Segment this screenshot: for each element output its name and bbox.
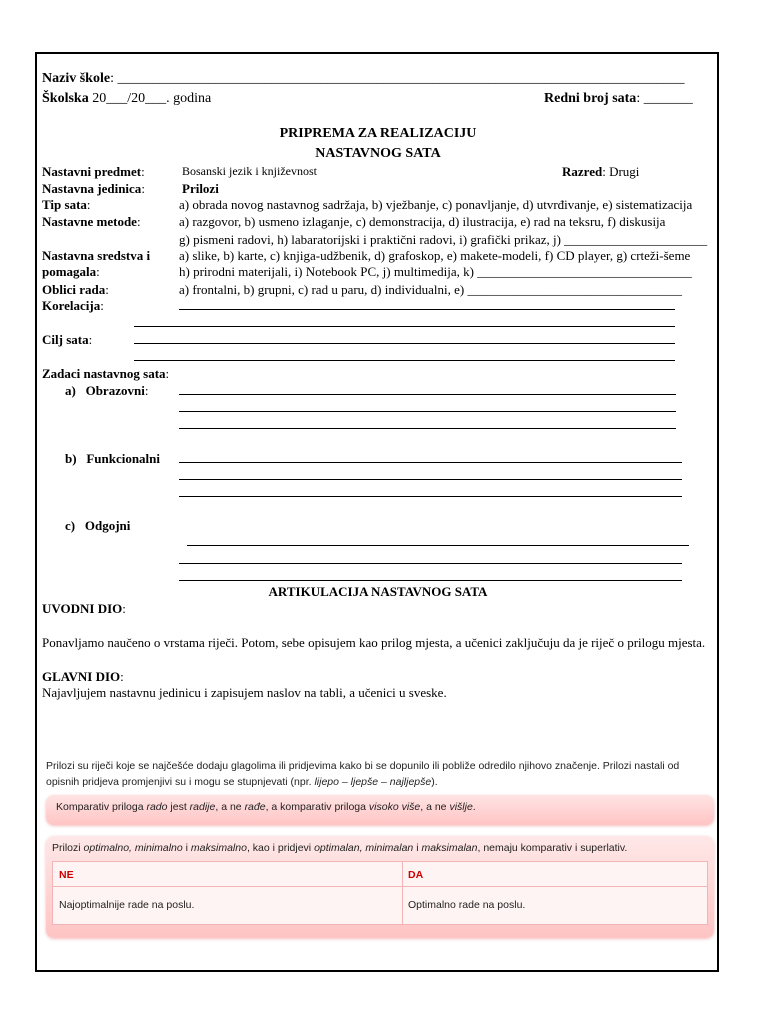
comparative-text-b: rado [146, 801, 168, 813]
school-name-blank: : _________________________________________________________________________________ [110, 71, 685, 86]
usage-column-no [53, 862, 402, 924]
usage-text-h: maksimalan [421, 842, 478, 854]
tasks-colon: : [165, 366, 170, 381]
lesson-number-row [544, 91, 693, 107]
comparative-text-j: višlje [449, 801, 473, 813]
comparative-text-h: visoko više [368, 801, 421, 813]
example-incorrect: Najoptimalnije rade na poslu. [59, 899, 195, 911]
main-text: Najavljujem nastavnu jedinicu i zapisujem naslov na tabli, a učenici u sveske. [42, 685, 447, 700]
aids-colon: : [96, 264, 100, 279]
comparative-note [46, 795, 714, 825]
goal-label-row [42, 332, 92, 348]
comparative-text-d: radije [189, 801, 216, 813]
usage-text-b: optimalno, minimalno [83, 842, 183, 854]
forms-colon: : [105, 282, 109, 297]
aids-label-1: Nastavna sredstva i [42, 248, 151, 263]
column-header-no: NE [59, 869, 74, 881]
school-year-blank: 20___/20___. godina [88, 91, 212, 106]
usage-text-e: , kao i pridjevi [246, 842, 315, 854]
subject-colon: : [141, 164, 145, 179]
usage-text-d: maksimalno [190, 842, 247, 854]
usage-text-g: i [413, 842, 422, 854]
main-label: GLAVNI DIO [42, 669, 121, 684]
articulation-title: ARTIKULACIJA NASTAVNOG SATA [268, 584, 488, 599]
subject-label-row [42, 164, 145, 180]
doc-title-line2: NASTAVNOG SATA [315, 146, 441, 161]
task-b-marker: b) [65, 451, 77, 466]
type-options: a) obrada novog nastavnog sadržaja, b) vježbanje, c) ponavljanje, d) utvrđivanje, e) sistematizacija [179, 197, 693, 212]
methods-colon: : [136, 214, 141, 229]
task-c-line-1 [187, 545, 689, 546]
subject-value: Bosanski jezik i književnost [182, 164, 317, 178]
task-a-label: Obrazovni [85, 383, 145, 398]
usage-text-a: Prilozi [52, 842, 84, 854]
correlation-line [179, 309, 675, 310]
correlation-label-row [42, 298, 104, 314]
task-b-line-3 [179, 496, 682, 497]
definition-line-1: Prilozi su riječi koje se najčešće dodaju glagolima ili pridjevima kako bi se dopunilo ili pobliže odredilo njihovo značenje. Prilozi nastali od [46, 760, 680, 772]
main-colon: : [120, 669, 124, 684]
task-b-label: Funkcionalni [86, 451, 161, 466]
task-c-line-3 [179, 580, 682, 581]
task-b-line-1 [179, 462, 682, 463]
school-year-row [42, 91, 211, 107]
intro-heading [42, 601, 126, 617]
usage-text-c: i [182, 842, 191, 854]
unit-value: Prilozi [182, 181, 219, 196]
task-a-colon: : [144, 383, 149, 398]
comparative-text-e: , a ne [215, 801, 245, 813]
definition-text-2a: opisnih pridjeva promjenjivi su i mogu se stupnjevati (npr. [46, 776, 315, 788]
methods-label: Nastavne metode [42, 214, 137, 229]
correlation-line-2 [134, 326, 675, 327]
usage-note-text [52, 842, 627, 854]
example-correct: Optimalno rade na poslu. [408, 899, 526, 911]
doc-title-line1: PRIPREMA ZA REALIZACIJU [279, 126, 477, 141]
aids-label-row-2 [42, 264, 100, 280]
task-a-line-2 [179, 411, 676, 412]
school-name-row [42, 71, 684, 87]
usage-table [52, 861, 708, 925]
grade-value: : Drugi [602, 164, 640, 179]
subject-label: Nastavni predmet [42, 164, 142, 179]
goal-colon: : [88, 332, 93, 347]
definition-note [46, 758, 718, 790]
school-name-label: Naziv škole [42, 71, 111, 86]
task-a-row [65, 383, 148, 399]
school-year-label: Školska [42, 91, 89, 106]
comparative-text-i: , a ne [420, 801, 450, 813]
unit-label-row [42, 181, 145, 197]
methods-options-2: g) pismeni radovi, h) labaratorijski i praktični radovi, i) grafički prikaz, j) ______________________ [179, 232, 708, 247]
definition-line-2 [46, 774, 718, 790]
type-label-row [42, 197, 91, 213]
lesson-number-label: Redni broj sata [544, 91, 637, 106]
task-c-marker: c) [65, 518, 76, 533]
forms-label-row [42, 282, 109, 298]
usage-text-i: , nemaju komparativ i superlativ. [477, 842, 628, 854]
task-a-marker: a) [65, 383, 76, 398]
methods-options-1: a) razgovor, b) usmeno izlaganje, c) demonstracija, d) ilustracija, e) rad na teksru, f) diskusija [179, 214, 666, 229]
task-c-label: Odgojni [84, 518, 131, 533]
tasks-label: Zadaci nastavnog sata [42, 366, 166, 381]
forms-options: a) frontalni, b) grupni, c) rad u paru, d) individualni, e) _________________________________ [179, 282, 682, 297]
comparative-text-k: . [472, 801, 476, 813]
intro-label: UVODNI DIO [42, 601, 123, 616]
aids-label-2: pomagala [42, 264, 97, 279]
grade-label: Razred [562, 164, 603, 179]
methods-label-row [42, 214, 141, 230]
task-c-row [65, 518, 130, 534]
task-a-line-1 [179, 394, 676, 395]
definition-example: lijepo – ljepše – najljepše [314, 776, 432, 788]
aids-options-1: a) slike, b) karte, c) knjiga-udžbenik, d) grafoskop, e) makete-modeli, f) CD player, g) crteži-šeme [179, 248, 691, 263]
usage-text-f: optimalan, minimalan [314, 842, 414, 854]
goal-line-1 [134, 343, 675, 344]
grade-row [562, 164, 639, 180]
task-c-line-2 [179, 563, 682, 564]
comparative-text-g: , a komparativ priloga [265, 801, 369, 813]
usage-note-box [46, 836, 714, 938]
tasks-label-row [42, 366, 169, 382]
usage-column-yes [402, 862, 707, 924]
aids-options-2: h) prirodni materijali, i) Notebook PC, j) multimedija, k) _________________________________ [179, 264, 692, 279]
correlation-colon: : [100, 298, 104, 313]
intro-text: Ponavljamo naučeno o vrstama riječi. Potom, sebe opisujem kao prilog mjesta, a učenici zaključuju da je riječ o prilogu mjesta. [42, 635, 706, 650]
type-label: Tip sata [42, 197, 87, 212]
goal-line-2 [134, 360, 675, 361]
comparative-text-f: rađe [244, 801, 266, 813]
comparative-text-c: jest [167, 801, 190, 813]
task-b-line-2 [179, 479, 682, 480]
intro-colon: : [122, 601, 126, 616]
definition-text-2c: ). [431, 776, 438, 788]
main-heading [42, 669, 124, 685]
goal-label: Cilj sata [42, 332, 89, 347]
comparative-text-a: Komparativ priloga [56, 801, 147, 813]
correlation-label: Korelacija [42, 298, 101, 313]
lesson-number-blank: : _______ [636, 91, 693, 106]
task-b-row [65, 451, 160, 467]
forms-label: Oblici rada [42, 282, 106, 297]
column-header-yes: DA [408, 869, 424, 881]
task-a-line-3 [179, 428, 676, 429]
unit-colon: : [141, 181, 145, 196]
type-colon: : [86, 197, 91, 212]
unit-label: Nastavna jedinica [42, 181, 142, 196]
